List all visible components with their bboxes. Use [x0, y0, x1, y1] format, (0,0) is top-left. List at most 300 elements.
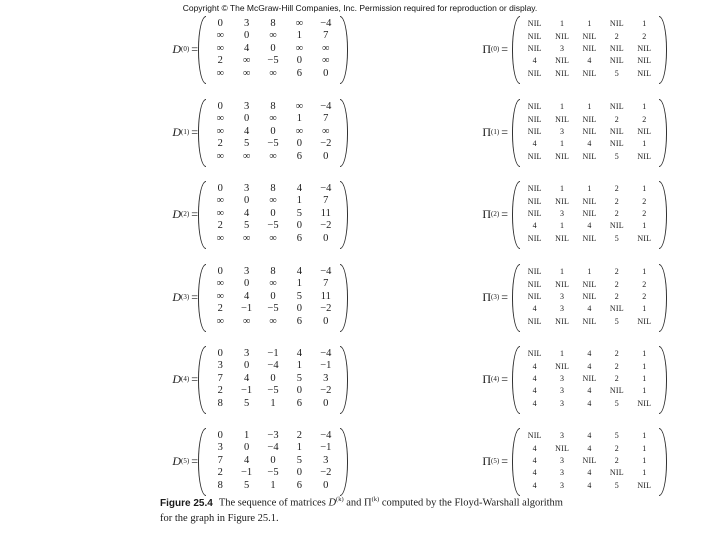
matrix-cell: NIL: [609, 56, 624, 66]
matrix-cell: 1: [559, 267, 565, 277]
matrix-cell: −1: [241, 303, 253, 315]
pi-matrix-label: [458, 426, 508, 496]
matrix-cell: NIL: [637, 126, 652, 136]
matrix-cell: NIL: [637, 56, 652, 66]
matrix-cell: NIL: [582, 316, 597, 326]
matrix-cell: −4: [267, 442, 279, 454]
matrix-cell: 6: [296, 397, 303, 409]
matrix-cell: 4: [296, 182, 303, 194]
matrix-cell: 1: [587, 102, 592, 112]
matrix-cell: 3: [559, 208, 565, 218]
matrix-cell: 4: [587, 139, 592, 149]
matrix-grid: [521, 430, 658, 492]
matrix-cell: 1: [296, 442, 303, 454]
matrix-cell: 1: [296, 278, 303, 290]
matrix-cell: ∞: [216, 290, 224, 302]
predecessor-matrix: [512, 97, 667, 167]
matrix-cell: 4: [532, 455, 537, 465]
matrix-cell: 1: [296, 195, 303, 207]
matrix-cell: 4: [587, 386, 592, 396]
pi-symbol: Π: [482, 41, 492, 56]
matrix-cell: ∞: [295, 17, 304, 29]
matrix-cell: 1: [642, 349, 647, 359]
d-symbol: D: [172, 206, 182, 221]
caption-text-1: The sequence of matrices: [218, 497, 326, 509]
matrix-cell: 11: [320, 207, 331, 219]
equals-sign: =: [501, 289, 508, 304]
matrix-cell: NIL: [555, 279, 570, 289]
matrix-cell: 0: [323, 150, 329, 162]
d-symbol: D: [172, 41, 182, 56]
matrix-cell: ∞: [216, 67, 224, 79]
matrix-cell: 2: [217, 303, 223, 315]
matrix-cell: NIL: [527, 102, 542, 112]
matrix-cell: 3: [559, 43, 565, 53]
matrix-cell: NIL: [582, 233, 597, 243]
matrix-cell: NIL: [582, 43, 597, 53]
pi-symbol: Π: [482, 289, 492, 304]
matrix-cell: NIL: [609, 139, 624, 149]
matrix-cell: NIL: [582, 291, 597, 301]
predecessor-matrix: [512, 262, 667, 332]
matrix-cell: ∞: [295, 125, 304, 137]
left-parenthesis: [198, 16, 206, 84]
matrix-cell: 6: [296, 232, 303, 244]
pi-matrix-label: [458, 97, 508, 167]
matrix-cell: NIL: [582, 151, 597, 161]
d-matrix-label: [158, 179, 198, 249]
equals-sign: =: [191, 289, 198, 304]
matrix-cell: NIL: [555, 151, 570, 161]
matrix-cell: 2: [642, 196, 647, 206]
matrix-cell: 2: [217, 138, 223, 150]
right-parenthesis: [340, 264, 348, 332]
matrix-cell: 4: [587, 221, 592, 231]
predecessor-matrix: [512, 426, 667, 496]
matrix-cell: 1: [642, 139, 647, 149]
matrix-cell: −5: [267, 55, 279, 67]
matrix-cell: 1: [642, 267, 647, 277]
pi-matrix-label: [458, 262, 508, 332]
matrix-cell: NIL: [609, 43, 624, 53]
right-parenthesis: [340, 428, 348, 496]
matrix-cell: NIL: [555, 196, 570, 206]
matrix-cell: 1: [559, 221, 565, 231]
figure-number: Figure 25.4: [160, 497, 213, 509]
matrix-cell: 1: [642, 304, 647, 314]
matrix-row-5: [150, 426, 652, 496]
matrix-cell: ∞: [216, 195, 224, 207]
matrix-cell: −4: [320, 429, 332, 441]
copyright-notice: Copyright © The McGraw-Hill Companies, Inc. Permission required for reproduction or display.: [182, 3, 538, 13]
matrix-cell: NIL: [527, 151, 542, 161]
matrix-cell: −5: [267, 220, 279, 232]
matrix-cell: NIL: [637, 233, 652, 243]
matrix-cell: 5: [243, 479, 250, 491]
matrix-cell: −4: [320, 182, 332, 194]
matrix-cell: 1: [559, 349, 565, 359]
matrix-cell: −2: [320, 220, 332, 232]
right-parenthesis: [659, 181, 667, 249]
matrix-cell: NIL: [637, 398, 652, 408]
matrix-cell: 2: [642, 114, 647, 124]
matrix-cell: 6: [296, 67, 303, 79]
matrix-cell: NIL: [582, 196, 597, 206]
matrix-cell: ∞: [322, 42, 330, 54]
matrix-cell: NIL: [527, 31, 542, 41]
equals-sign: =: [501, 453, 508, 468]
matrix-cell: 5: [614, 398, 619, 408]
matrix-cell: 2: [614, 291, 619, 301]
matrix-cell: 1: [559, 102, 565, 112]
matrix-cell: NIL: [609, 126, 624, 136]
matrix-cell: 3: [243, 182, 250, 194]
matrix-cell: 2: [614, 267, 619, 277]
matrix-cell: NIL: [582, 279, 597, 289]
matrix-cell: 4: [587, 431, 592, 441]
left-parenthesis: [512, 181, 520, 249]
distance-matrix: [198, 344, 348, 414]
matrix-cell: NIL: [637, 316, 652, 326]
matrix-cell: 4: [532, 221, 537, 231]
matrix-cell: −1: [320, 360, 332, 372]
matrix-cell: 3: [559, 455, 565, 465]
matrix-cell: 3: [243, 17, 250, 29]
matrix-cell: NIL: [527, 279, 542, 289]
matrix-cell: 1: [587, 267, 592, 277]
matrix-cell: ∞: [216, 125, 224, 137]
matrix-cell: ∞: [269, 278, 277, 290]
matrix-grid: [521, 101, 658, 163]
matrix-cell: 1: [587, 184, 592, 194]
matrix-cell: −2: [320, 467, 332, 479]
matrix-cell: NIL: [582, 126, 597, 136]
matrix-grid: [207, 430, 339, 492]
left-parenthesis: [512, 264, 520, 332]
d-matrix-label: [158, 97, 198, 167]
matrix-cell: 2: [614, 455, 619, 465]
matrix-cell: 5: [296, 372, 303, 384]
matrix-cell: 1: [270, 479, 276, 491]
matrix-grid: [207, 18, 339, 80]
matrix-cell: NIL: [555, 31, 570, 41]
caption-pi-sup: (k): [371, 496, 380, 503]
matrix-cell: 3: [559, 468, 565, 478]
matrix-cell: 0: [296, 220, 303, 232]
matrix-cell: 8: [270, 265, 276, 277]
matrix-cell: −1: [267, 347, 279, 359]
matrix-cell: 4: [532, 468, 537, 478]
matrix-cell: 0: [243, 30, 250, 42]
matrix-cell: NIL: [527, 126, 542, 136]
predecessor-matrix: [512, 179, 667, 249]
matrix-cell: 0: [323, 67, 329, 79]
matrix-cell: 5: [614, 151, 619, 161]
right-parenthesis: [340, 346, 348, 414]
matrix-cell: ∞: [269, 30, 277, 42]
matrix-cell: 0: [217, 265, 223, 277]
matrix-cell: NIL: [527, 43, 542, 53]
d-matrix-label: [158, 426, 198, 496]
matrix-cell: NIL: [527, 233, 542, 243]
matrix-cell: 3: [559, 304, 565, 314]
matrix-cell: ∞: [322, 55, 330, 67]
matrix-cell: NIL: [527, 316, 542, 326]
pi-superscript: (3): [491, 293, 500, 301]
matrix-cell: 5: [296, 207, 303, 219]
matrix-cell: −2: [320, 303, 332, 315]
matrix-cell: NIL: [555, 443, 570, 453]
matrix-cell: 5: [296, 290, 303, 302]
equals-sign: =: [501, 206, 508, 221]
matrix-cell: 3: [243, 265, 250, 277]
matrix-cell: ∞: [242, 315, 251, 327]
matrix-cell: 0: [243, 360, 250, 372]
d-superscript: (4): [181, 375, 190, 383]
matrix-row-1: [150, 97, 652, 167]
matrix-cell: ∞: [269, 67, 277, 79]
matrix-cell: −5: [267, 138, 279, 150]
matrix-cell: 4: [587, 349, 592, 359]
matrix-cell: 8: [217, 479, 223, 491]
d-symbol: D: [172, 371, 182, 386]
matrix-cell: ∞: [295, 42, 304, 54]
matrix-cell: 4: [296, 265, 303, 277]
matrix-cell: 1: [642, 386, 647, 396]
matrix-cell: 0: [243, 278, 250, 290]
matrix-cell: −2: [320, 138, 332, 150]
matrix-cell: 0: [296, 55, 303, 67]
matrix-row-0: [150, 14, 652, 84]
matrix-cell: 11: [320, 290, 331, 302]
predecessor-matrix: [512, 14, 667, 84]
matrix-cell: 2: [614, 208, 619, 218]
matrix-cell: 2: [296, 429, 303, 441]
matrix-cell: −3: [267, 429, 279, 441]
matrix-cell: NIL: [527, 114, 542, 124]
matrix-cell: ∞: [295, 100, 304, 112]
caption-d-symbol: D: [328, 497, 337, 509]
matrix-row-2: [150, 179, 652, 249]
matrix-cell: NIL: [609, 386, 624, 396]
matrix-cell: ∞: [216, 113, 224, 125]
matrix-cell: 2: [614, 443, 619, 453]
matrix-cell: −5: [267, 467, 279, 479]
matrix-cell: 0: [217, 347, 223, 359]
matrix-cell: 4: [532, 398, 537, 408]
distance-matrix: [198, 97, 348, 167]
pi-symbol: Π: [482, 453, 492, 468]
matrix-grid: [207, 183, 339, 245]
matrix-cell: NIL: [609, 102, 624, 112]
matrix-cell: 2: [614, 31, 619, 41]
matrix-cell: 0: [323, 397, 329, 409]
d-superscript: (3): [181, 293, 190, 301]
matrix-cell: 5: [243, 220, 250, 232]
matrix-cell: 4: [532, 443, 537, 453]
matrix-cell: 1: [559, 139, 565, 149]
matrix-cell: 4: [587, 361, 592, 371]
matrix-cell: 2: [614, 184, 619, 194]
right-parenthesis: [659, 99, 667, 167]
matrix-cell: 7: [323, 278, 329, 290]
d-symbol: D: [172, 289, 182, 304]
matrix-cell: 3: [559, 431, 565, 441]
matrix-cell: 7: [323, 195, 329, 207]
d-matrix-label: [158, 344, 198, 414]
matrix-cell: 0: [217, 429, 223, 441]
right-parenthesis: [659, 264, 667, 332]
matrix-cell: 2: [642, 291, 647, 301]
matrix-cell: NIL: [637, 68, 652, 78]
matrix-cell: ∞: [216, 150, 224, 162]
matrix-cell: ∞: [269, 195, 277, 207]
matrix-cell: 4: [587, 304, 592, 314]
matrix-cell: 3: [559, 386, 565, 396]
predecessor-matrix: [512, 344, 667, 414]
matrix-cell: ∞: [269, 113, 277, 125]
matrix-cell: 4: [587, 468, 592, 478]
matrix-grid: [521, 348, 658, 410]
matrix-cell: 3: [217, 442, 223, 454]
matrix-cell: −5: [267, 303, 279, 315]
matrix-cell: NIL: [555, 56, 570, 66]
matrix-cell: NIL: [582, 31, 597, 41]
matrix-cell: 4: [587, 443, 592, 453]
matrix-cell: 2: [217, 55, 223, 67]
matrix-cell: 4: [532, 139, 537, 149]
matrix-cell: 0: [270, 207, 276, 219]
matrix-cell: 8: [270, 182, 276, 194]
pi-symbol: Π: [482, 371, 492, 386]
matrix-cell: 1: [587, 19, 592, 29]
matrix-cell: NIL: [637, 480, 652, 490]
matrix-cell: ∞: [242, 232, 251, 244]
d-superscript: (2): [181, 210, 190, 218]
matrix-row-4: [150, 344, 652, 414]
matrix-cell: 1: [559, 19, 565, 29]
matrix-cell: ∞: [242, 150, 251, 162]
matrix-cell: 2: [614, 349, 619, 359]
matrix-cell: 4: [532, 373, 537, 383]
matrix-cell: 2: [614, 196, 619, 206]
distance-matrix: [198, 179, 348, 249]
matrix-cell: 3: [559, 291, 565, 301]
matrix-cell: ∞: [216, 207, 224, 219]
matrix-cell: NIL: [582, 455, 597, 465]
equals-sign: =: [191, 453, 198, 468]
matrix-cell: NIL: [637, 151, 652, 161]
left-parenthesis: [512, 346, 520, 414]
matrix-cell: NIL: [527, 196, 542, 206]
d-matrix-label: [158, 14, 198, 84]
matrix-cell: 1: [642, 431, 647, 441]
d-symbol: D: [172, 453, 182, 468]
distance-matrix: [198, 262, 348, 332]
matrix-cell: ∞: [269, 232, 277, 244]
equals-sign: =: [501, 124, 508, 139]
d-superscript: (1): [181, 128, 190, 136]
matrix-cell: 5: [614, 431, 619, 441]
matrix-cell: 0: [270, 454, 276, 466]
matrix-cell: −5: [267, 385, 279, 397]
matrix-cell: 0: [296, 138, 303, 150]
figure-caption: [160, 492, 580, 526]
matrix-cell: 4: [243, 207, 250, 219]
matrix-cell: 3: [323, 454, 329, 466]
matrix-cell: 1: [559, 184, 565, 194]
matrix-cell: 2: [614, 361, 619, 371]
matrix-grid: [521, 266, 658, 328]
matrix-cell: 3: [559, 398, 565, 408]
d-matrix-label: [158, 262, 198, 332]
matrix-cell: 1: [243, 429, 250, 441]
matrix-cell: ∞: [216, 315, 224, 327]
matrix-cell: 0: [296, 385, 303, 397]
matrix-cell: 5: [614, 233, 619, 243]
matrix-cell: NIL: [609, 221, 624, 231]
equals-sign: =: [501, 41, 508, 56]
matrix-cell: NIL: [582, 114, 597, 124]
matrix-cell: ∞: [216, 30, 224, 42]
left-parenthesis: [512, 428, 520, 496]
matrix-cell: 0: [270, 372, 276, 384]
matrix-cell: ∞: [216, 42, 224, 54]
d-superscript: (0): [181, 45, 190, 53]
caption-and: and: [346, 497, 362, 509]
matrix-cell: 4: [532, 480, 537, 490]
matrix-cell: ∞: [242, 55, 251, 67]
matrix-cell: 3: [559, 480, 565, 490]
matrix-cell: 0: [243, 195, 250, 207]
matrix-cell: NIL: [582, 208, 597, 218]
left-parenthesis: [198, 346, 206, 414]
matrix-cell: 0: [270, 42, 276, 54]
matrix-grid: [207, 266, 339, 328]
matrix-cell: 2: [217, 467, 223, 479]
distance-matrix: [198, 426, 348, 496]
matrix-cell: ∞: [216, 278, 224, 290]
matrix-cell: −4: [320, 17, 332, 29]
matrix-cell: 5: [614, 480, 619, 490]
distance-matrix: [198, 14, 348, 84]
matrix-cell: 5: [296, 454, 303, 466]
matrix-cell: NIL: [527, 431, 542, 441]
pi-symbol: Π: [482, 124, 492, 139]
matrix-cell: 8: [270, 17, 276, 29]
matrix-cell: 4: [243, 42, 250, 54]
matrix-cell: 1: [642, 373, 647, 383]
matrix-cell: 5: [614, 316, 619, 326]
matrix-cell: 2: [614, 279, 619, 289]
matrix-cell: 2: [642, 208, 647, 218]
matrix-cell: NIL: [527, 19, 542, 29]
matrix-cell: 0: [217, 100, 223, 112]
matrix-cell: 4: [532, 304, 537, 314]
matrix-cell: 6: [296, 150, 303, 162]
matrix-cell: 3: [217, 360, 223, 372]
matrix-cell: 4: [243, 290, 250, 302]
equals-sign: =: [191, 371, 198, 386]
matrix-cell: 0: [217, 17, 223, 29]
right-parenthesis: [340, 16, 348, 84]
matrix-cell: NIL: [555, 233, 570, 243]
matrix-cell: −4: [320, 347, 332, 359]
matrix-cell: 1: [642, 455, 647, 465]
pi-symbol: Π: [482, 206, 492, 221]
d-superscript: (5): [181, 457, 190, 465]
matrix-cell: 1: [642, 19, 647, 29]
